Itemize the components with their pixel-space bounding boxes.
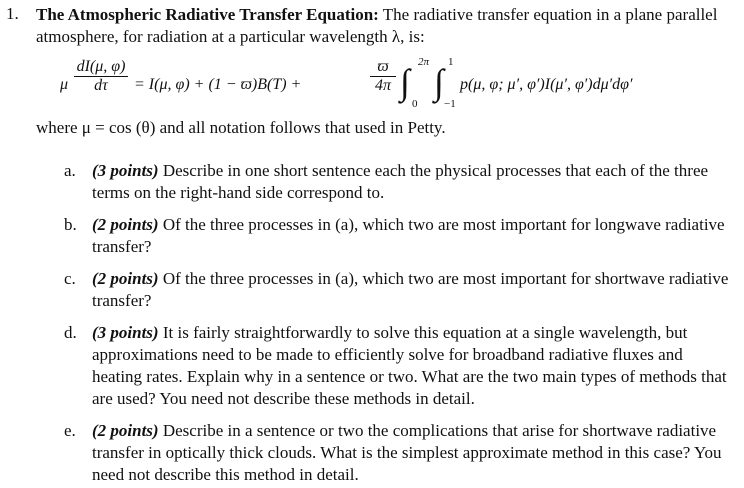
equation-lhs-numerator: dI(μ, φ)	[76, 58, 126, 75]
question-title: The Atmospheric Radiative Transfer Equation:	[36, 5, 379, 24]
notation-note: where μ = cos (θ) and all notation follows that used in Petty.	[36, 118, 446, 137]
sub-question-a	[64, 160, 734, 204]
points-label: (2 points)	[92, 269, 159, 288]
inner-integral-lower-limit: −1	[444, 98, 456, 110]
points-label: (2 points)	[92, 215, 159, 234]
sub-question-text: Describe in one short sentence each the physical processes that each of the three terms on the right-hand side correspond to.	[92, 161, 709, 202]
sub-question-letter: a.	[64, 161, 76, 180]
sub-question-body	[92, 268, 734, 312]
equation-lhs-fraction	[74, 58, 128, 95]
sub-question-letter: b.	[64, 215, 77, 234]
inner-integral-upper-limit: 1	[448, 56, 454, 68]
question-intro-text: The radiative transfer equation in a plane parallel atmosphere, for radiation at a particular wavelength λ, is:	[36, 5, 718, 46]
points-label: (3 points)	[92, 161, 159, 180]
sub-question-body	[92, 420, 734, 486]
sub-question-text: Of the three processes in (a), which two are most important for shortwave radiative transfer?	[92, 269, 729, 310]
sub-question-body	[92, 322, 734, 410]
outer-integral-upper-limit: 2π	[418, 56, 430, 68]
sub-question-letter: d.	[64, 323, 77, 342]
outer-integral-sign: ∫	[400, 62, 410, 102]
sub-question-text: Of the three processes in (a), which two are most important for longwave radiative transfer?	[92, 215, 725, 256]
sub-question-body	[92, 214, 734, 258]
equation-frac-numerator: ϖ	[377, 58, 389, 75]
question-intro	[36, 4, 736, 48]
equation-integrand: p(μ, φ; μ′, φ′)I(μ′, φ′)dμ′dφ′	[460, 76, 633, 93]
equation-lhs-denominator: dτ	[94, 77, 108, 94]
equation-scatter-fraction	[370, 58, 396, 95]
equation-lhs-coefficient: μ	[60, 76, 69, 93]
points-label: (3 points)	[92, 323, 159, 342]
sub-question-body	[92, 160, 734, 204]
sub-question-text: It is fairly straightforwardly to solve this equation at a single wavelength, but approximations need to be made to efficiently solve for broadband radiative fluxes and heating rates. Explain why in a sentence or two. What are the two main types of methods that are used? You need not describe these methods in detail.	[92, 323, 727, 408]
sub-question-letter: c.	[64, 269, 76, 288]
sub-question-b	[64, 214, 734, 258]
points-label: (2 points)	[92, 421, 159, 440]
radiative-transfer-equation	[60, 54, 700, 114]
inner-integral-sign: ∫	[434, 62, 444, 102]
equation-frac-denominator: 4π	[374, 77, 391, 94]
sub-question-d	[64, 322, 734, 410]
outer-integral-lower-limit: 0	[412, 98, 418, 110]
question-number: 1.	[6, 4, 19, 23]
sub-question-letter: e.	[64, 421, 76, 440]
sub-question-text: Describe in a sentence or two the complications that arise for shortwave radiative transfer in optically thick clouds. What is the simplest approximate method in this case? You need not describe this method in detail.	[92, 421, 722, 484]
sub-question-c	[64, 268, 734, 312]
equation-middle: = I(μ, φ) + (1 − ϖ)B(T) +	[134, 76, 302, 93]
sub-question-e	[64, 420, 734, 486]
